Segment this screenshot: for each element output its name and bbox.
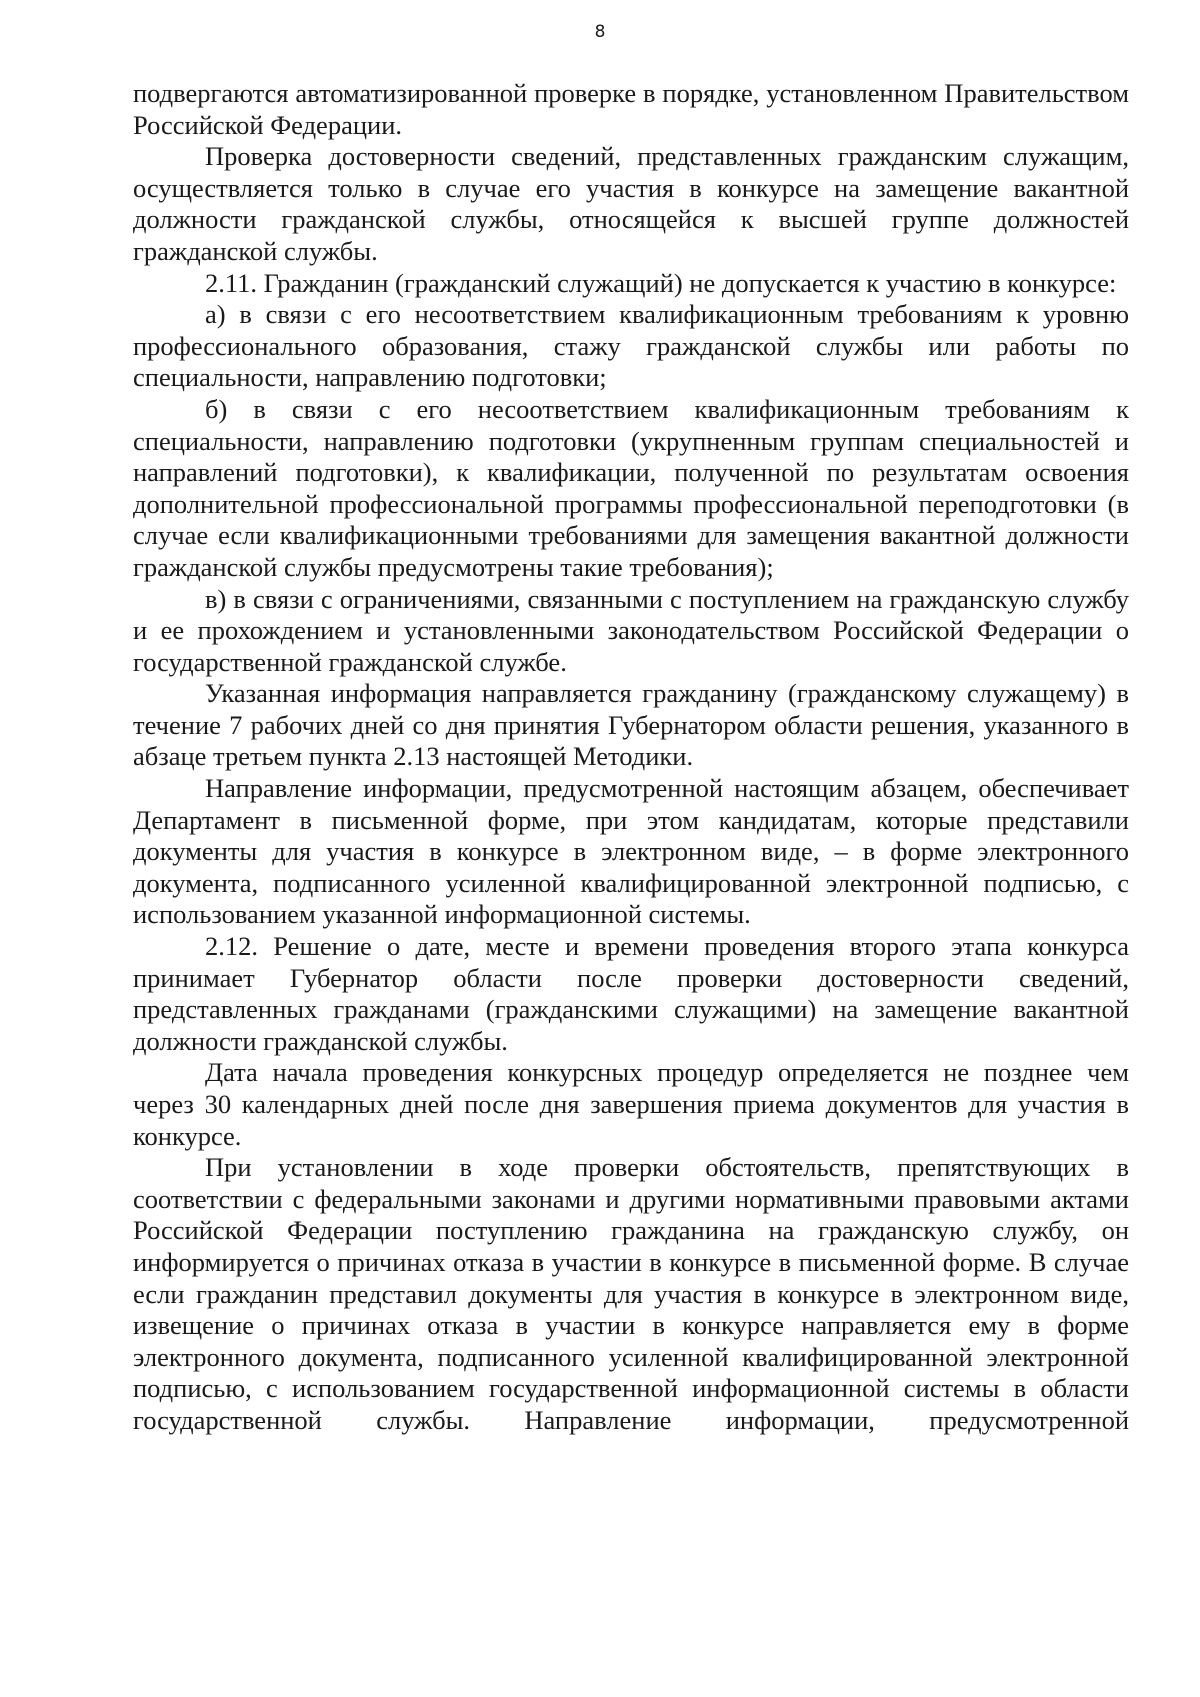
page-number: 8 xyxy=(594,22,606,42)
paragraph-clause-2-12: 2.12. Решение о дате, месте и времени проведения второго этапа конкурса принимает Губернатор области после проверки достоверности сведений, представленных гражданами (гражданскими служащими) на замещение вакантной должности гражданской службы. xyxy=(133,931,1129,1056)
list-item-b: б) в связи с его несоответствием квалификационным требованиям к специальности, направлению подготовки (укрупненным группам специальностей и направлений подготовки), к квалификации, полученной по результатам освоения дополнительной профессиональной программы профессиональной переподготовки (в случае если квалификационными требованиями для замещения вакантной должности гражданской службы предусмотрены такие требования); xyxy=(133,393,1129,582)
paragraph-clause-2-11: 2.11. Гражданин (гражданский служащий) не допускается к участию в конкурсе: xyxy=(205,267,1117,298)
paragraph: Указанная информация направляется гражданину (гражданскому служащему) в течение 7 рабочих дней со дня принятия Губернатором области решения, указанного в абзаце третьем пункта 2.13 настоящей Методики. xyxy=(133,678,1129,772)
paragraph-continued: При установлении в ходе проверки обстоятельств, препятствующих в соответствии с федеральными законами и другими нормативными правовыми актами Российской Федерации поступлению гражданина на гражданскую службу, он информируется о причинах отказа в участии в конкурсе в письменной форме. В случае если гражданин представил документы для участия в конкурсе в электронном виде, извещение о причинах отказа в участии в конкурсе направляется ему в форме электронного документа, подписанного усиленной квалифицированной электронной подписью, с использованием государственной информационной системы в области государственной службы. Направление информации, предусмотренной xyxy=(133,1152,1129,1435)
paragraph: Направление информации, предусмотренной настоящим абзацем, обеспечивает Департамент в письменной форме, при этом кандидатам, которые представили документы для участия в конкурсе в электронном виде, – в форме электронного документа, подписанного усиленной квалифицированной электронной подписью, с использованием указанной информационной системы. xyxy=(133,773,1129,930)
paragraph: Проверка достоверности сведений, представленных гражданским служащим, осуществляется только в случае его участия в конкурсе на замещение вакантной должности гражданской службы, относящейся к высшей группе должностей гражданской службы. xyxy=(133,141,1129,266)
document-body xyxy=(133,78,1129,1437)
list-item-a: а) в связи с его несоответствием квалификационным требованиям к уровню профессионального образования, стажу гражданской службы или работы по специальности, направлению подготовки; xyxy=(133,299,1129,393)
paragraph: Дата начала проведения конкурсных процедур определяется не позднее чем через 30 календарных дней после дня завершения приема документов для участия в конкурсе. xyxy=(133,1057,1129,1151)
paragraph: подвергаются автоматизированной проверке в порядке, установленном Правительством Российской Федерации. xyxy=(133,78,1129,140)
list-item-v: в) в связи с ограничениями, связанными с поступлением на гражданскую службу и ее прохождением и установленными законодательством Российской Федерации о государственной гражданской службе. xyxy=(133,583,1129,677)
